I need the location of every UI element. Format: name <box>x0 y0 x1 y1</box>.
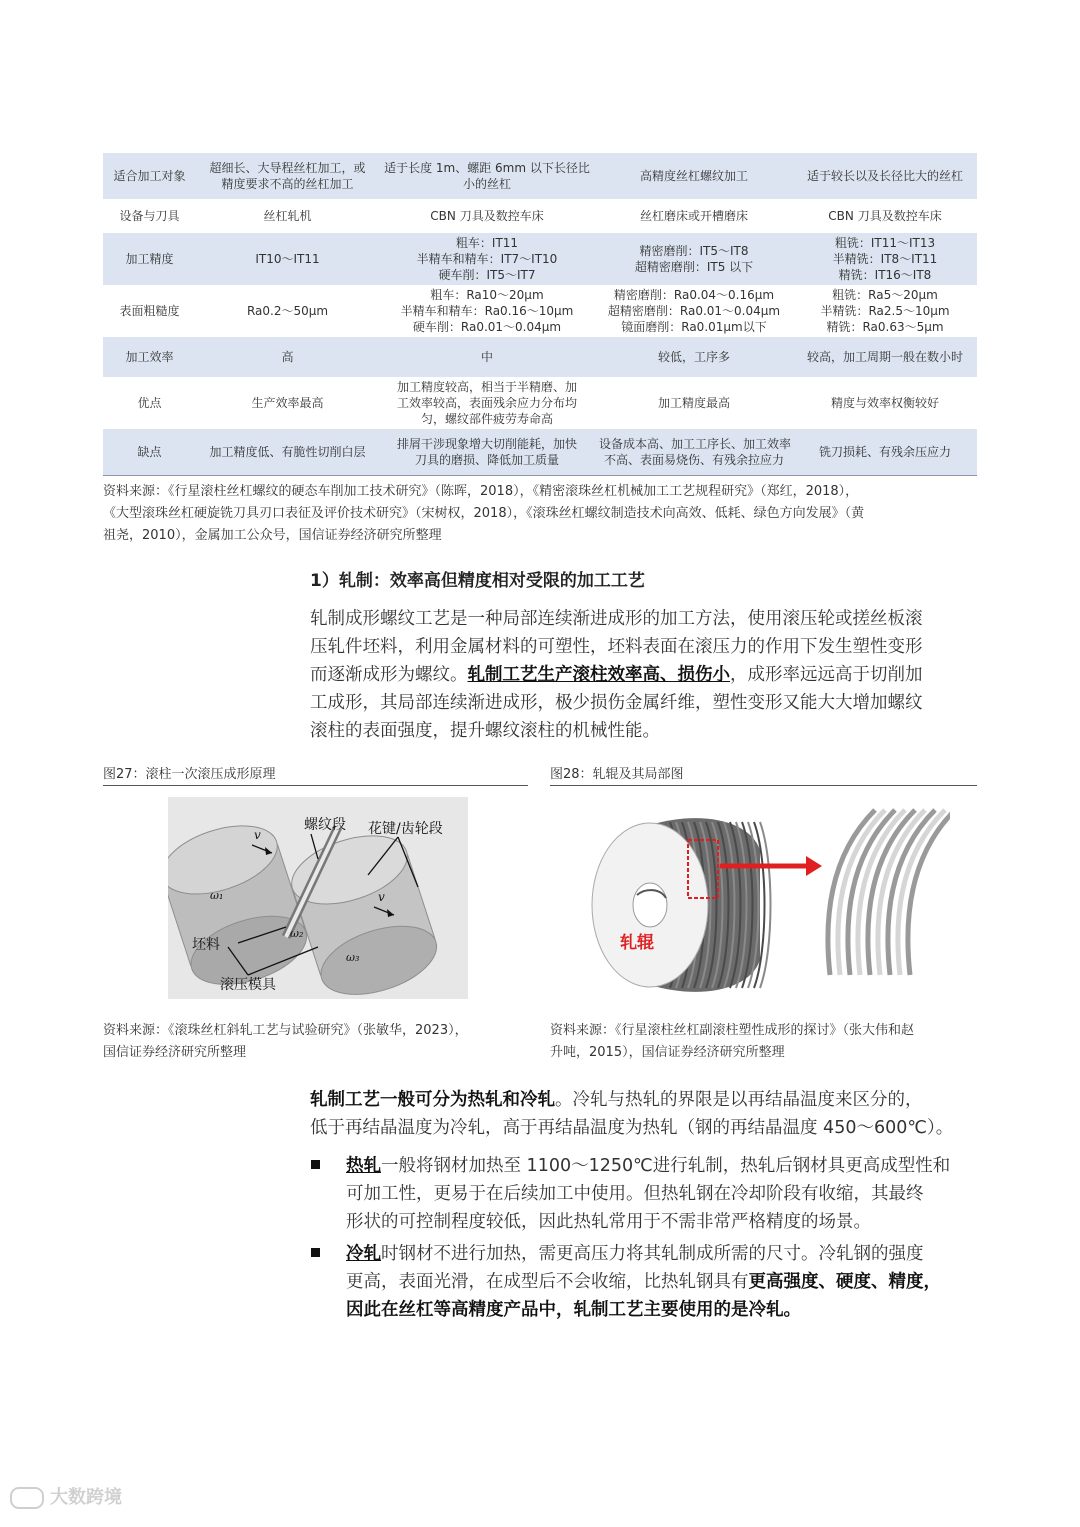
bullet-marker <box>311 1248 320 1257</box>
cell-text: 粗铣：Ra5～20μm <box>832 288 938 302</box>
label-roll: 轧辊 <box>620 933 654 953</box>
cell-text: 适于长度 1m、螺距 6mm 以下长径比 <box>384 161 590 175</box>
cell-text: 缺点 <box>137 445 162 459</box>
figure-28-source <box>550 1020 980 1064</box>
text-line: 工成形，其局部连续渐进成形，极少损伤金属纤维，塑性变形又能大大增加螺纹 <box>310 693 923 713</box>
table-cell <box>196 337 379 377</box>
watermark <box>10 1483 122 1509</box>
table-cell <box>379 429 595 475</box>
cell-text: CBN 刀具及数控车床 <box>430 209 544 223</box>
table-row <box>103 233 977 285</box>
table-bottom-rule <box>103 475 977 476</box>
cell-text: 粗车：IT11 <box>455 236 519 250</box>
table-cell <box>379 153 595 199</box>
cell-text: 粗铣：IT11～IT13 <box>834 236 936 250</box>
table-cell <box>793 337 977 377</box>
label-blank: 坯料 <box>192 937 220 953</box>
cell-text: 工效率较高，表面残余应力分布均 <box>396 396 577 410</box>
text-run: 一般将钢材加热至 1100～1250℃进行轧制，热轧后钢材具更高成型性和 <box>381 1156 951 1176</box>
emphasis-text: 轧制工艺一般可分为热轧和冷轧 <box>310 1090 555 1110</box>
label-velocity: v <box>378 890 385 904</box>
table-cell <box>793 377 977 429</box>
text-run: 更高，表面光滑，在成型后不会收缩，比热轧钢具有 <box>346 1272 749 1292</box>
table-cell <box>595 429 793 475</box>
label-rolling-die: 滚压模具 <box>220 977 276 993</box>
text-run: ，成形率远远高于切削加 <box>730 665 923 685</box>
label-omega: ω₃ <box>346 951 360 964</box>
bullet-cold-rolling <box>346 1240 986 1324</box>
cell-text: 精密磨削：Ra0.04～0.16μm <box>613 288 775 302</box>
row-header-cell <box>103 377 196 429</box>
table-cell <box>595 199 793 233</box>
source-line: 升吨，2015），国信证券经济研究所整理 <box>550 1045 785 1060</box>
table-cell <box>379 233 595 285</box>
table-row <box>103 377 977 429</box>
section-title: 1）轧制：效率高但精度相对受限的加工工艺 <box>310 571 645 591</box>
cell-text: 精度与效率权衡较好 <box>830 396 939 410</box>
source-line: 《大型滚珠丝杠硬旋铣刀具刃口表征及评价技术研究》（宋树权，2018），《滚珠丝杠螺纹制造技术向高效、低耗、绿色方向发展》（黄 <box>103 506 865 521</box>
figure-27-title: 图27：滚柱一次滚压成形原理 <box>103 767 276 782</box>
text-line <box>346 1152 986 1180</box>
figure-27-rule <box>103 785 528 786</box>
cell-text: 高精度丝杠螺纹加工 <box>639 169 748 183</box>
emphasis-text: 冷轧 <box>346 1244 381 1264</box>
table-cell <box>595 377 793 429</box>
cell-text: 加工精度最高 <box>657 396 730 410</box>
table-cell <box>196 233 379 285</box>
table-cell <box>196 377 379 429</box>
label-spline-section: 花键/齿轮段 <box>368 821 443 837</box>
figure-27-image <box>168 797 468 999</box>
cell-text: 不高、表面易烧伤、有残余拉应力 <box>603 453 784 467</box>
table-row <box>103 199 977 233</box>
cell-text: 铣刀损耗、有残余压应力 <box>818 445 951 459</box>
text-line <box>310 661 980 689</box>
cell-text: 超细长、大导程丝杠加工，或 <box>209 161 366 175</box>
row-header-cell <box>103 285 196 337</box>
cell-text: 丝杠轧机 <box>263 209 312 223</box>
cell-text: 半精车和精车：Ra0.16～10μm <box>400 304 574 318</box>
text-line: 滚柱的表面强度，提升螺纹滚柱的机械性能。 <box>310 721 660 741</box>
table-row <box>103 285 977 337</box>
cell-text: 优点 <box>137 396 162 410</box>
emphasis-text: 更高强度、硬度、精度， <box>748 1272 941 1292</box>
cell-text: 加工精度 <box>125 252 174 266</box>
table-cell <box>379 377 595 429</box>
bullet-marker <box>311 1160 320 1169</box>
row-header-cell <box>103 153 196 199</box>
cell-text: 硬车削：Ra0.01～0.04μm <box>412 320 562 334</box>
table-cell <box>595 233 793 285</box>
cell-text: 精铣：IT16～IT8 <box>838 268 932 282</box>
cell-text: IT10～IT11 <box>255 252 320 266</box>
table-cell <box>196 429 379 475</box>
cell-text: 半精铣：IT8～IT11 <box>832 252 938 266</box>
table-row <box>103 153 977 199</box>
cell-text: 加工精度低、有脆性切削白层 <box>209 445 366 459</box>
cell-text: 丝杠磨床或开槽磨床 <box>639 209 748 223</box>
cell-text: 粗车：Ra10～20μm <box>430 288 544 302</box>
table-cell <box>196 153 379 199</box>
text-line: 形状的可控制程度较低，因此热轧常用于不需非常严格精度的场景。 <box>346 1212 871 1232</box>
source-line: 资料来源：《滚珠丝杠斜轧工艺与试验研究》（张敏华，2023）， <box>103 1023 468 1038</box>
cell-text: CBN 刀具及数控车床 <box>828 209 942 223</box>
cell-text: 设备成本高、加工工序长、加工效率 <box>599 437 792 451</box>
table-cell <box>379 285 595 337</box>
text-line <box>310 1086 980 1114</box>
cell-text: Ra0.2～50μm <box>246 304 329 318</box>
source-line: 资料来源：《行星滚柱丝杠螺纹的硬态车削加工技术研究》（陈晖，2018），《精密滚珠丝杠机械加工工艺规程研究》（郑红，2018）， <box>103 484 859 499</box>
label-velocity: v <box>254 828 261 842</box>
cell-text: 超精密磨削：IT5 以下 <box>634 260 754 274</box>
table-cell <box>793 199 977 233</box>
figure-27-source <box>103 1020 533 1064</box>
cell-text: 设备与刀具 <box>119 209 180 223</box>
cell-text: 适于较长以及长径比大的丝杠 <box>806 169 963 183</box>
cell-text: 较低，工序多 <box>657 350 730 364</box>
source-line: 资料来源：《行星滚柱丝杠副滚柱塑性成形的探讨》（张大伟和赵 <box>550 1023 915 1038</box>
figure-28-image <box>590 800 950 1000</box>
row-header-cell <box>103 233 196 285</box>
cell-text: 加工精度较高，相当于半精磨、加 <box>396 380 577 394</box>
source-line: 国信证券经济研究所整理 <box>103 1045 247 1060</box>
comparison-table <box>103 153 977 475</box>
label-omega: ω₁ <box>210 889 224 902</box>
watermark-logo-icon <box>10 1487 44 1509</box>
table-source-note <box>103 481 983 547</box>
text-line <box>346 1240 986 1268</box>
row-header-cell <box>103 199 196 233</box>
cell-text: 镜面磨削：Ra0.01μm以下 <box>621 320 767 334</box>
text-line: 轧制成形螺纹工艺是一种局部连续渐进成形的加工方法，使用滚压轮或搓丝板滚 <box>310 609 923 629</box>
text-line: 压轧件坯料，利用金属材料的可塑性，坯料表面在滚压力的作用下发生塑性变形 <box>310 637 923 657</box>
table-cell <box>196 285 379 337</box>
table-cell <box>793 233 977 285</box>
cell-text: 中 <box>480 350 493 364</box>
text-line: 低于再结晶温度为冷轧，高于再结晶温度为热轧（钢的再结晶温度 450～600℃）。 <box>310 1118 954 1138</box>
cell-text: 精密磨削：IT5～IT8 <box>639 244 749 258</box>
table-cell <box>793 285 977 337</box>
label-omega: ω₂ <box>290 927 304 940</box>
cell-text: 匀，螺纹部件疲劳寿命高 <box>420 412 553 426</box>
label-thread-section: 螺纹段 <box>304 817 346 833</box>
table-cell <box>196 199 379 233</box>
cell-text: 表面粗糙度 <box>119 304 180 318</box>
cell-text: 较高，加工周期一般在数小时 <box>806 350 963 364</box>
text-run: 。冷轧与热轧的界限是以再结晶温度来区分的， <box>555 1090 923 1110</box>
figure-28-title: 图28：轧辊及其局部图 <box>550 767 684 782</box>
table-cell <box>379 337 595 377</box>
cell-text: 适合加工对象 <box>113 169 186 183</box>
cell-text: 精铣：Ra0.63～5μm <box>826 320 944 334</box>
table-cell <box>793 429 977 475</box>
cell-text: 高 <box>281 350 294 364</box>
table-cell <box>595 285 793 337</box>
table-row <box>103 429 977 475</box>
watermark-text: 大数跨境 <box>50 1487 122 1508</box>
cell-text: 半精车和精车：IT7～IT10 <box>416 252 558 266</box>
cell-text: 硬车削：IT5～IT7 <box>438 268 536 282</box>
cell-text: 生产效率最高 <box>251 396 324 410</box>
table-row <box>103 337 977 377</box>
roll-diagram <box>590 800 950 1000</box>
bullet-hot-rolling <box>346 1152 986 1236</box>
text-run: 时钢材不进行加热，需更高压力将其轧制成所需的尺寸。冷轧钢的强度 <box>381 1244 924 1264</box>
cell-text: 排屑干涉现象增大切削能耗，加快 <box>396 437 577 451</box>
rolling-die-diagram <box>168 797 468 999</box>
text-line: 因此在丝杠等高精度产品中，轧制工艺主要使用的是冷轧。 <box>346 1300 801 1320</box>
text-run: 而逐渐成形为螺纹。 <box>310 665 468 685</box>
figure-28-rule <box>550 785 977 786</box>
text-line <box>346 1268 986 1296</box>
cell-text: 小的丝杠 <box>462 177 511 191</box>
emphasis-text: 轧制工艺生产滚柱效率高、损伤小 <box>467 665 730 685</box>
table-cell <box>595 337 793 377</box>
cell-text: 超精密磨削：Ra0.01～0.04μm <box>607 304 781 318</box>
cell-text: 加工效率 <box>125 350 174 364</box>
table-cell <box>595 153 793 199</box>
cell-text: 精度要求不高的丝杠加工 <box>221 177 354 191</box>
paragraph-rolling-intro <box>310 605 980 745</box>
paragraph-hot-cold <box>310 1086 980 1142</box>
table-cell <box>793 153 977 199</box>
emphasis-text: 热轧 <box>346 1156 381 1176</box>
cell-text: 半精铣：Ra2.5～10μm <box>820 304 950 318</box>
source-line: 祖尧，2010），金属加工公众号，国信证券经济研究所整理 <box>103 528 442 543</box>
row-header-cell <box>103 429 196 475</box>
row-header-cell <box>103 337 196 377</box>
text-line: 可加工性，更易于在后续加工中使用。但热轧钢在冷却阶段有收缩，其最终 <box>346 1184 924 1204</box>
cell-text: 刀具的磨损、降低加工质量 <box>414 453 559 467</box>
table-cell <box>379 199 595 233</box>
